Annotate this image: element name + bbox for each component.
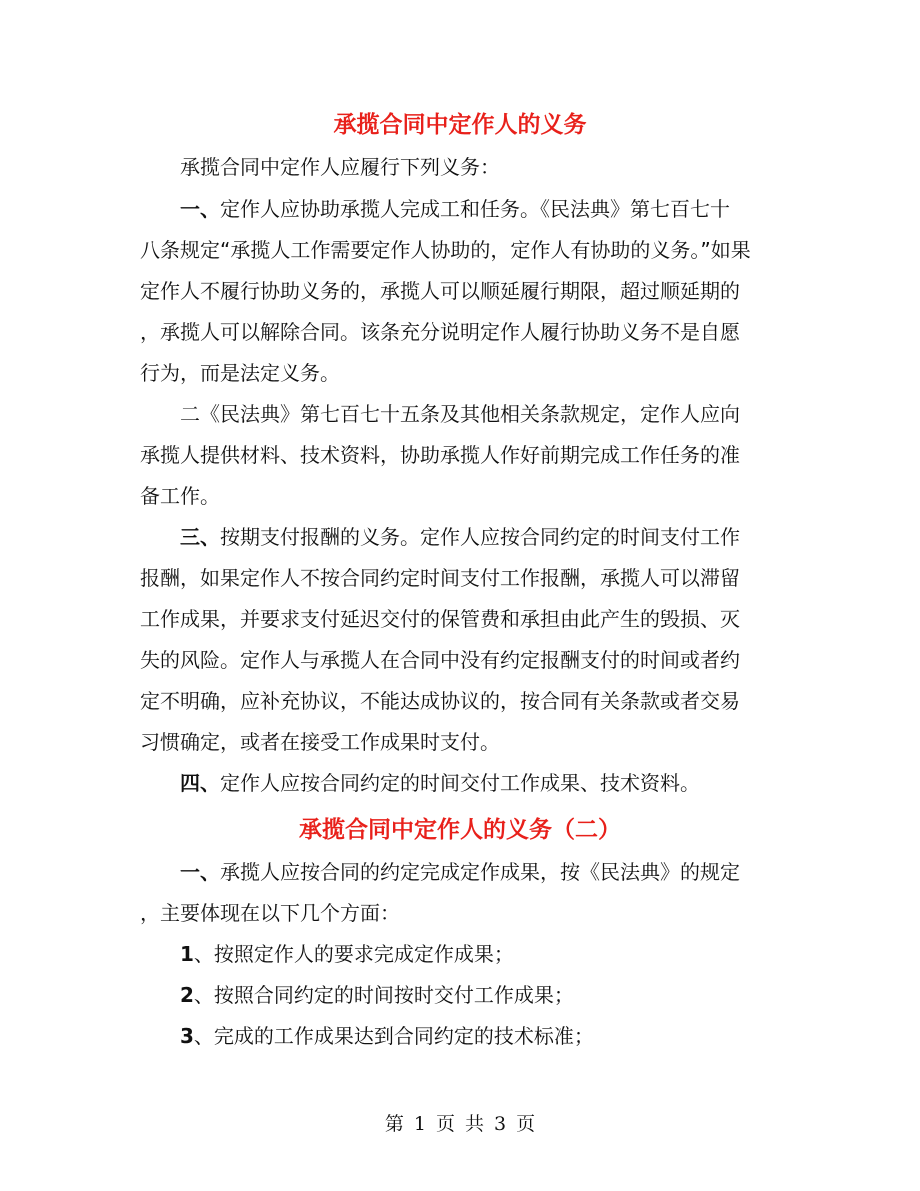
section2-first-line (180, 858, 740, 886)
sub-item-3-text: 、完成的工作成果达到合同约定的技术标准； (193, 1024, 594, 1048)
item3-line5: 定不明确，应补充协议，不能达成协议的，按合同有关条款或者交易 (140, 689, 740, 713)
item1-line4: ，承揽人可以解除合同。该条充分说明定作人履行协助义务不是自愿 (140, 320, 740, 344)
item3-marker: 三、 (180, 525, 220, 549)
item3-line6: 习惯确定，或者在接受工作成果时支付。 (140, 730, 500, 754)
sub-item-1-text: 、按照定作人的要求完成定作成果； (193, 942, 514, 966)
item3-line3: 工作成果，并要求支付延迟交付的保管费和承担由此产生的毁损、灭 (140, 607, 740, 631)
section2-line2: ，主要体现在以下几个方面： (140, 901, 400, 925)
sub-item-2-number: 2 (180, 983, 194, 1007)
item1-line1: 定作人应协助承揽人完成工和任务。《民法典》第七百七十 (220, 197, 730, 221)
intro-paragraph: 承揽合同中定作人应履行下列义务： (180, 155, 500, 179)
item2-line3: 备工作。 (140, 484, 220, 508)
item3-line1: 按期支付报酬的义务。定作人应按合同约定的时间支付工作 (220, 525, 740, 549)
section2-marker: 一、 (180, 860, 220, 884)
item2-line1: 二《民法典》第七百七十五条及其他相关条款规定，定作人应向 (180, 402, 740, 426)
item4-line (180, 769, 700, 797)
item2-line2: 承揽人提供材料、技术资料，协助承揽人作好前期完成工作任务的准 (140, 443, 740, 467)
sub-item-3 (180, 1022, 594, 1050)
sub-item-1-number: 1 (180, 942, 194, 966)
item4-marker: 四、 (180, 771, 220, 795)
item3-line4: 失的风险。定作人与承揽人在合同中没有约定报酬支付的时间或者约 (140, 648, 740, 672)
sub-item-3-number: 3 (180, 1024, 194, 1048)
item1-line5: 行为，而是法定义务。 (140, 361, 340, 385)
section2-line1: 承揽人应按合同的约定完成定作成果，按《民法典》的规定 (220, 860, 740, 884)
item3-line2: 报酬，如果定作人不按合同约定时间支付工作报酬，承揽人可以滞留 (140, 566, 740, 590)
section2-title: 承揽合同中定作人的义务（二） (299, 817, 621, 843)
item1-marker: 一、 (180, 197, 220, 221)
sub-item-2-text: 、按照合同约定的时间按时交付工作成果； (193, 983, 574, 1007)
item3-first-line (180, 523, 740, 551)
item4-line1: 定作人应按合同约定的时间交付工作成果、技术资料。 (220, 771, 700, 795)
document-title: 承揽合同中定作人的义务 (333, 112, 587, 138)
sub-item-1 (180, 940, 514, 968)
item1-line2: 八条规定“承揽人工作需要定作人协助的，定作人有协助的义务。”如果 (140, 238, 751, 262)
item1-first-line (180, 195, 730, 223)
sub-item-2 (180, 981, 574, 1009)
item1-line3: 定作人不履行协助义务的，承揽人可以顺延履行期限，超过顺延期的 (140, 279, 740, 303)
page-footer: 第 1 页 共 3 页 (384, 1113, 536, 1135)
